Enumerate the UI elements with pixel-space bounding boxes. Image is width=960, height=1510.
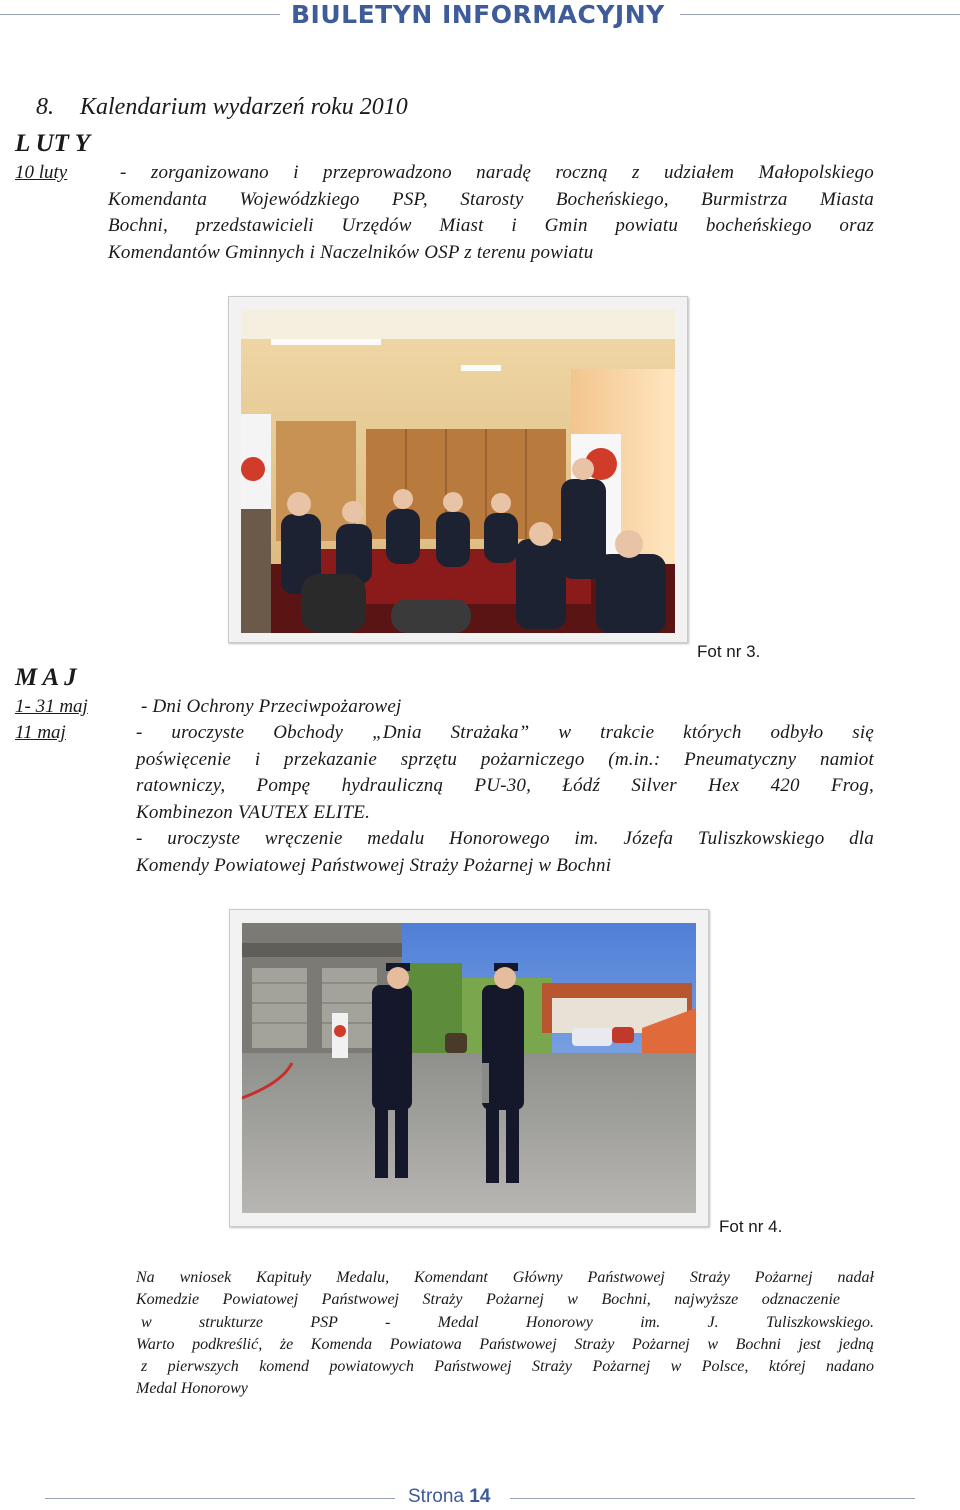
note-line: Warto podkreślić, że Komenda Powiatowa Państwowej Straży Pożarnej w Bochni jest jedną — [136, 1335, 874, 1353]
entry-date: 1- 31 maj — [15, 696, 88, 717]
entry-line: Komendantów Gminnych i Naczelników OSP z terenu powiatu — [108, 241, 594, 263]
entry-line: ratowniczy, Pompę hydrauliczną PU-30, Łódź Silver Hex 420 Frog, — [136, 775, 874, 796]
entry-date: 11 maj — [15, 722, 66, 743]
footer-rule-left — [45, 1498, 395, 1499]
entry-text — [108, 160, 874, 266]
photo-caption: Fot nr 3. — [697, 642, 761, 661]
header-title: BIULETYN INFORMACYJNY — [291, 0, 665, 29]
entry-line: Komendanta Wojewódzkiego PSP, Starosty Bocheńskiego, Burmistrza Miasta — [108, 188, 874, 210]
award-note — [136, 1267, 874, 1401]
page-number — [408, 1486, 490, 1508]
page-footer — [0, 1486, 960, 1510]
entry-line: - Dni Ochrony Przeciwpożarowej — [141, 696, 402, 717]
page-value: 14 — [469, 1486, 491, 1507]
note-line: z pierwszych komend powiatowych Państwowej Straży Pożarnej w Polsce, której nadano — [141, 1358, 874, 1376]
month-heading-february: L UT Y — [15, 130, 90, 157]
page-label: Strona — [408, 1486, 464, 1507]
section-title: Kalendarium wydarzeń roku 2010 — [80, 94, 408, 120]
section-heading — [36, 94, 408, 121]
photo-caption: Fot nr 4. — [719, 1217, 783, 1236]
header-rule-left — [0, 14, 280, 15]
photo-frame — [228, 296, 688, 643]
entry-text — [136, 720, 874, 879]
section-number: 8. — [36, 94, 54, 120]
entry-line: - uroczyste wręczenie medalu Honorowego im. Józefa Tuliszkowskiego dla — [136, 828, 874, 849]
entry-line: Komendy Powiatowej Państwowej Straży Pożarnej w Bochni — [136, 854, 612, 876]
note-line: Medal Honorowy — [136, 1380, 248, 1398]
note-line: Komedzie Powiatowej Państwowej Straży Pożarnej w Bochni, najwyższe odznaczenie — [136, 1291, 840, 1309]
month-heading-may: M A J — [15, 664, 77, 691]
page-header — [0, 0, 960, 36]
entry-text — [141, 694, 874, 721]
entry-date: 10 luty — [15, 162, 68, 183]
note-line: w strukturze PSP - Medal Honorowy im. J. Tuliszkowskiego. — [141, 1313, 874, 1331]
entry-line: Bochni, przedstawicieli Urzędów Miast i Gmin powiatu bocheńskiego oraz — [108, 215, 874, 236]
header-rule-right — [680, 14, 960, 15]
ceremony-photo — [242, 923, 696, 1213]
entry-line: - zorganizowano i przeprowadzono naradę roczną z udziałem Małopolskiego — [120, 162, 874, 183]
photo-frame — [229, 909, 709, 1227]
note-line: Na wniosek Kapituły Medalu, Komendant Główny Państwowej Straży Pożarnej nadał — [136, 1269, 874, 1286]
entry-line: - uroczyste Obchody „Dnia Strażaka” w trakcie których odbyło się — [136, 722, 874, 743]
meeting-photo — [241, 309, 675, 633]
entry-line: Kombinezon VAUTEX ELITE. — [136, 801, 371, 823]
footer-rule-right — [510, 1498, 915, 1499]
entry-line: poświęcenie i przekazanie sprzętu pożarniczego (m.in.: Pneumatyczny namiot — [136, 748, 874, 770]
